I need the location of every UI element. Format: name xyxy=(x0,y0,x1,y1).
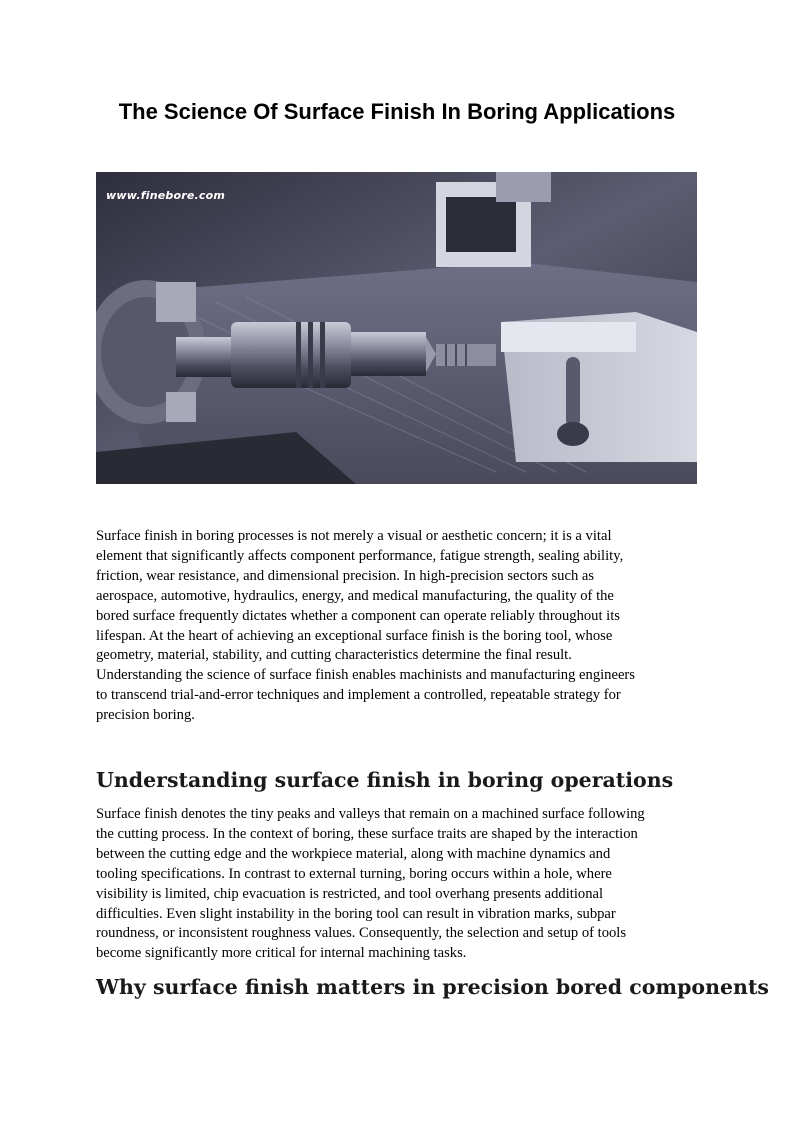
section-heading-understanding: Understanding surface finish in boring operations xyxy=(96,768,674,792)
lever-handle xyxy=(566,357,580,427)
section-heading-why: Why surface finish matters in precision bored components xyxy=(96,975,769,999)
workpiece-shaft xyxy=(176,337,236,377)
section1-line: between the cutting edge and the workpiece material, along with machine dynamics and xyxy=(96,845,611,862)
page-title: The Science Of Surface Finish In Boring Applications xyxy=(118,99,676,124)
intro-paragraph xyxy=(96,527,700,726)
intro-line: Understanding the science of surface finish enables machinists and manufacturing engineers xyxy=(96,667,635,684)
watermark-text: www.finebore.com xyxy=(106,189,226,202)
section1-paragraph xyxy=(96,805,700,964)
intro-line: bored surface frequently dictates whether a component can operate reliably throughout its xyxy=(96,607,620,624)
intro-line: element that significantly affects component performance, fatigue strength, sealing ability, xyxy=(96,547,624,564)
intro-line: to transcend trial-and-error techniques and implement a controlled, repeatable strategy for xyxy=(96,687,621,704)
intro-line: Surface finish in boring processes is not merely a visual or aesthetic concern; it is a vital xyxy=(96,528,612,544)
section1-line: Surface finish denotes the tiny peaks and valleys that remain on a machined surface following xyxy=(96,806,645,822)
intro-line: friction, wear resistance, and dimensional precision. In high-precision sectors such as xyxy=(96,567,595,584)
section1-line: visibility is limited, chip evacuation is restricted, and tool overhang presents additional xyxy=(96,885,604,902)
section1-line: difficulties. Even slight instability in the boring tool can result in vibration marks, subpar xyxy=(96,905,616,922)
section1-line: become significantly more critical for internal machining tasks. xyxy=(96,945,467,962)
section1-line: roundness, or inconsistent roughness values. Consequently, the selection and setup of tools xyxy=(96,925,627,942)
intro-line: precision boring. xyxy=(96,707,195,724)
intro-line: lifespan. At the heart of achieving an exceptional surface finish is the boring tool, whose xyxy=(96,627,613,644)
hero-image xyxy=(96,172,697,484)
intro-line: geometry, material, stability, and cutting characteristics determine the final result. xyxy=(96,647,572,664)
intro-line: aerospace, automotive, hydraulics, energy, and medical manufacturing, the quality of the xyxy=(96,587,614,604)
section1-line: tooling specifications. In contrast to external turning, boring occurs within a hole, where xyxy=(96,865,612,882)
boring-machine-illustration xyxy=(96,172,697,484)
section1-line: the cutting process. In the context of boring, these surface traits are shaped by the interaction xyxy=(96,825,638,842)
